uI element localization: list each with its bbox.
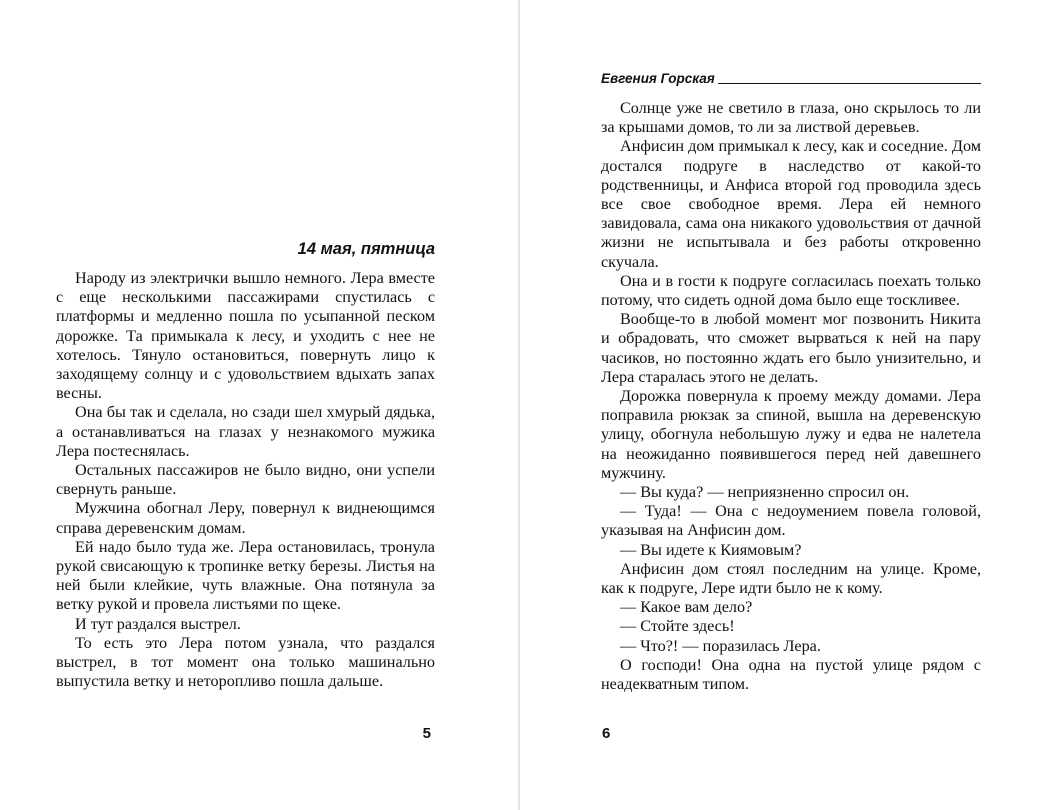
- dialogue-line: — Вы идете к Киямовым?: [620, 540, 802, 559]
- right-page-body: [601, 99, 981, 694]
- paragraph: Ей надо было туда же. Лера остановилась, тронула рукой свисающую к тропинке ветку березы. Листья на ней были клейкие, чуть влажные. Она потянула за ветку рукой и провела листьями по щеке.: [56, 537, 435, 614]
- paragraph: Остальных пассажиров не было видно, они успели свернуть раньше.: [56, 461, 435, 499]
- paragraph: Анфисин дом стоял последним на улице. Кроме, как к подруге, Лере идти было не к кому.: [601, 559, 981, 598]
- chapter-heading: 14 мая, пятница: [297, 240, 435, 258]
- dialogue-line: — Какое вам дело?: [620, 598, 753, 617]
- paragraph: И тут раздался выстрел.: [75, 614, 241, 633]
- page-number-left: 5: [422, 725, 431, 742]
- right-page: [601, 0, 981, 810]
- dialogue-line: — Туда! — Она с недоумением повела головой, указывая на Анфисин дом.: [601, 502, 981, 540]
- paragraph: Она бы так и сделала, но сзади шел хмурый дядька, а останавливаться на глазах у незнакомого мужика Лера постеснялась.: [56, 403, 435, 460]
- dialogue-line: — Что?! — поразилась Лера.: [620, 636, 821, 655]
- running-head: [601, 67, 981, 87]
- paragraph: То есть это Лера потом узнала, что раздался выстрел, в тот момент она только машинально выпустила ветку и неторопливо пошла дальше.: [56, 633, 435, 691]
- paragraph: Вообще-то в любой момент мог позвонить Никита и обрадовать, что сможет вырваться к ней на пару часиков, но постоянно ждать его было унизительно, и Лера старалась этого не делать.: [601, 310, 981, 386]
- paragraph: О господи! Она одна на пустой улице рядом с неадекватным типом.: [601, 655, 981, 694]
- dialogue-line: — Стойте здесь!: [620, 617, 735, 636]
- running-head-author: Евгения Горская: [601, 71, 715, 86]
- paragraph: Народу из электрички вышло немного. Лера вместе с еще несколькими пассажирами спустилась с платформы и медленно пошла по усыпанной песком дорожке. Та примыкала к лесу, и уходить с нее не хотелось. Тянуло остановиться, повернуть лицо к заходящему солнцу и с удовольствием вдыхать запах весны.: [56, 269, 435, 403]
- paragraph: Она и в гости к подруге согласилась поехать только потому, что сидеть одной дома было еще тоскливее.: [601, 271, 981, 310]
- dialogue-line: — Вы куда? — неприязненно спросил он.: [620, 483, 910, 502]
- left-page: [56, 0, 435, 810]
- book-spine-divider: [518, 0, 520, 810]
- paragraph: Анфисин дом примыкал к лесу, как и соседние. Дом достался подруге в наследство от какой-то родственницы, и Анфиса второй год проводила здесь все свое свободное время. Лера ей немного завидовала, сама она никакого удовольствия от дачной жизни не испытывала и без работы откровенно скучала.: [601, 137, 981, 271]
- paragraph: Солнце уже не светило в глаза, оно скрылось то ли за крышами домов, то ли за листвой деревьев.: [601, 99, 981, 137]
- paragraph: Дорожка повернула к проему между домами. Лера поправила рюкзак за спиной, вышла на деревенскую улицу, обогнула небольшую лужу и едва не налетела на неожиданно появившегося перед ней давешнего мужчину.: [601, 387, 981, 482]
- running-head-rule: [718, 83, 981, 84]
- left-page-body: [56, 269, 435, 691]
- paragraph: Мужчина обогнал Леру, повернул к виднеющимся справа деревенским домам.: [56, 499, 435, 537]
- page-number-right: 6: [602, 725, 611, 742]
